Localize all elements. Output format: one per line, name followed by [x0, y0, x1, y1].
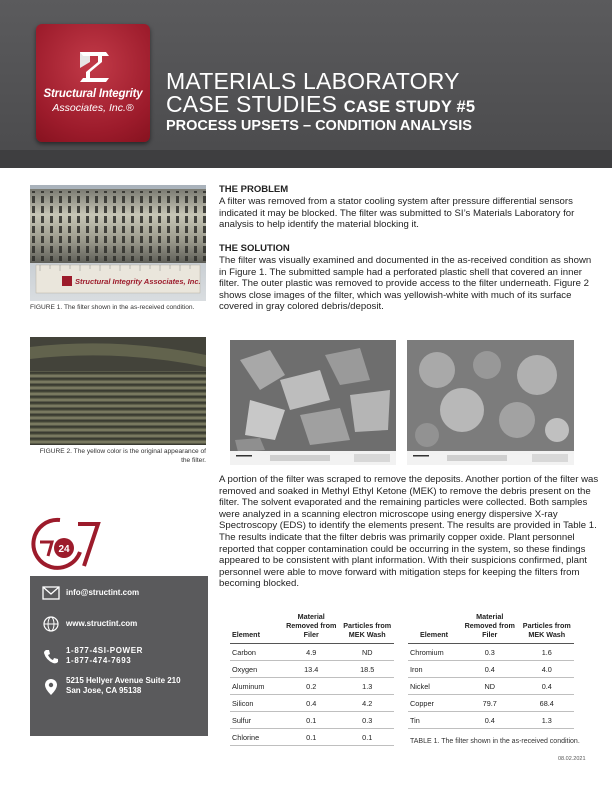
- table-row: [408, 661, 574, 678]
- table-cell: 18.5: [340, 661, 394, 678]
- table-cell: Aluminum: [230, 678, 282, 695]
- col-mek: Particles from MEK Wash: [340, 612, 394, 644]
- col-element: Element: [408, 612, 460, 644]
- table-cell: ND: [340, 644, 394, 661]
- table-row: [408, 644, 574, 661]
- page-title-line2: [166, 91, 475, 118]
- figure-2-caption: FIGURE 2. The yellow color is the original appearance of the filter.: [39, 448, 206, 464]
- page-title-line1: MATERIALS LABORATORY: [166, 68, 460, 94]
- table-cell: 4.9: [282, 644, 340, 661]
- table-row: [230, 712, 394, 729]
- contact-address-2: San Jose, CA 95138: [66, 686, 142, 695]
- col-element: Element: [230, 612, 282, 644]
- clock-badge-text: 24: [58, 544, 70, 555]
- results-table-left: [230, 612, 394, 746]
- i-beam-logo-icon: [76, 50, 112, 84]
- 24-7-clock-icon: [30, 514, 102, 574]
- sem-micrograph-1: [230, 340, 396, 465]
- table-row: [230, 729, 394, 746]
- figure-2-filter-closeup: [30, 337, 206, 445]
- table-row: [230, 644, 394, 661]
- table-cell: 79.7: [460, 695, 520, 712]
- figure-1-filter-photo: [30, 185, 206, 301]
- table-cell: 0.4: [460, 712, 520, 729]
- table-row: [408, 695, 574, 712]
- page-title-case-studies: CASE STUDIES: [166, 91, 338, 117]
- table-cell: 0.3: [340, 712, 394, 729]
- table-cell: 0.4: [282, 695, 340, 712]
- solution-heading: THE SOLUTION: [219, 243, 290, 254]
- table-row: [230, 661, 394, 678]
- table-cell: 68.4: [520, 695, 574, 712]
- contact-phone-1[interactable]: 1-877-4SI-POWER: [66, 646, 144, 655]
- contact-email[interactable]: info@structint.com: [66, 588, 140, 597]
- table-cell: Iron: [408, 661, 460, 678]
- table-cell: Silicon: [230, 695, 282, 712]
- col-mek: Particles from MEK Wash: [520, 612, 574, 644]
- contact-phone-2[interactable]: 1-877-474-7693: [66, 656, 132, 665]
- location-pin-icon: [42, 678, 60, 696]
- problem-text: A filter was removed from a stator cooling system after pressure differential sensors indicated it may be blocked. The filter was submitted to SI’s Materials Laboratory for analysis to help identify the material blocking it.: [219, 196, 575, 231]
- case-study-number: CASE STUDY #5: [343, 98, 476, 116]
- table-row: [230, 695, 394, 712]
- document-date: 08.02.2021: [558, 756, 586, 762]
- table-cell: 0.4: [520, 678, 574, 695]
- table-caption: TABLE 1. The filter shown in the as-received condition.: [410, 738, 580, 745]
- table-cell: Sulfur: [230, 712, 282, 729]
- table-cell: Nickel: [408, 678, 460, 695]
- page-subtitle: PROCESS UPSETS – CONDITION ANALYSIS: [166, 118, 472, 134]
- table-cell: 1.3: [340, 678, 394, 695]
- table-cell: ND: [460, 678, 520, 695]
- header-band: [0, 150, 612, 168]
- table-cell: 1.6: [520, 644, 574, 661]
- table-row: [408, 712, 574, 729]
- sem-micrograph-2: [407, 340, 574, 465]
- figure-1-caption: FIGURE 1. The filter shown in the as-received condition.: [30, 304, 195, 311]
- table-cell: 0.1: [340, 729, 394, 746]
- table-cell: Carbon: [230, 644, 282, 661]
- contact-website[interactable]: www.structint.com: [66, 619, 138, 628]
- contact-address-1: 5215 Hellyer Avenue Suite 210: [66, 676, 181, 685]
- ruler-brand-text: Structural Integrity Associates, Inc.: [75, 277, 201, 286]
- logo-name-line1: Structural Integrity: [43, 88, 143, 100]
- table-cell: 1.3: [520, 712, 574, 729]
- problem-heading: THE PROBLEM: [219, 184, 289, 195]
- sem-image-1: [230, 340, 396, 465]
- col-removed: Material Removed from Filer: [282, 612, 340, 644]
- table-cell: 0.1: [282, 729, 340, 746]
- table-header-row: [408, 612, 574, 644]
- table-cell: 0.2: [282, 678, 340, 695]
- solution-text: The filter was visually examined and documented in the as-received condition as shown in Figure 1. The submitted sample had a perforated plastic shell that covered an inner filter. The outer plastic was removed to provide access to the filter underneath. Figure 2 shows close images of the filter, which was yellowish-white with much of its surface covered in gray colored debris/deposit.: [219, 255, 592, 313]
- table-cell: Chromium: [408, 644, 460, 661]
- email-icon: [42, 586, 60, 600]
- analysis-text: A portion of the filter was scraped to remove the deposits. Another portion of the filter was removed and soaked in Methyl Ethyl Ketone (MEK) to remove the debris present on the filter. The solvent evaporated and the remaining particles were collected. Both samples were analyzed in a scanning electron microscope using energy dispersive X-ray Spectroscopy (EDS) to identify the elements present. The results are provided in Table 1. The results indicate that the filter debris was primarily copper oxide. Plant personnel reported that copper contamination could be occurring in the system, so these findings appeared to be consistent with plant information. With their suspicions confirmed, plant personnel were able to move forward with mitigation steps for keeping the filters from becoming blocked.: [219, 474, 599, 590]
- table-cell: Tin: [408, 712, 460, 729]
- filter-photo-image: [30, 185, 206, 301]
- contact-panel: [30, 576, 208, 736]
- phone-icon: [42, 649, 60, 665]
- table-cell: 13.4: [282, 661, 340, 678]
- table-cell: 0.1: [282, 712, 340, 729]
- table-cell: 4.0: [520, 661, 574, 678]
- table-cell: 4.2: [340, 695, 394, 712]
- globe-icon: [42, 616, 60, 632]
- sem-image-2: [407, 340, 574, 465]
- table-header-row: [230, 612, 394, 644]
- table-cell: Chlorine: [230, 729, 282, 746]
- results-table-right: [408, 612, 574, 729]
- logo-name-line2: Associates, Inc.®: [52, 102, 134, 114]
- table-cell: 0.3: [460, 644, 520, 661]
- filter-closeup-image: [30, 337, 206, 445]
- col-removed: Material Removed from Filer: [460, 612, 520, 644]
- table-row: [408, 678, 574, 695]
- table-cell: Oxygen: [230, 661, 282, 678]
- table-cell: Copper: [408, 695, 460, 712]
- table-row: [230, 678, 394, 695]
- company-logo[interactable]: [36, 24, 150, 142]
- table-cell: 0.4: [460, 661, 520, 678]
